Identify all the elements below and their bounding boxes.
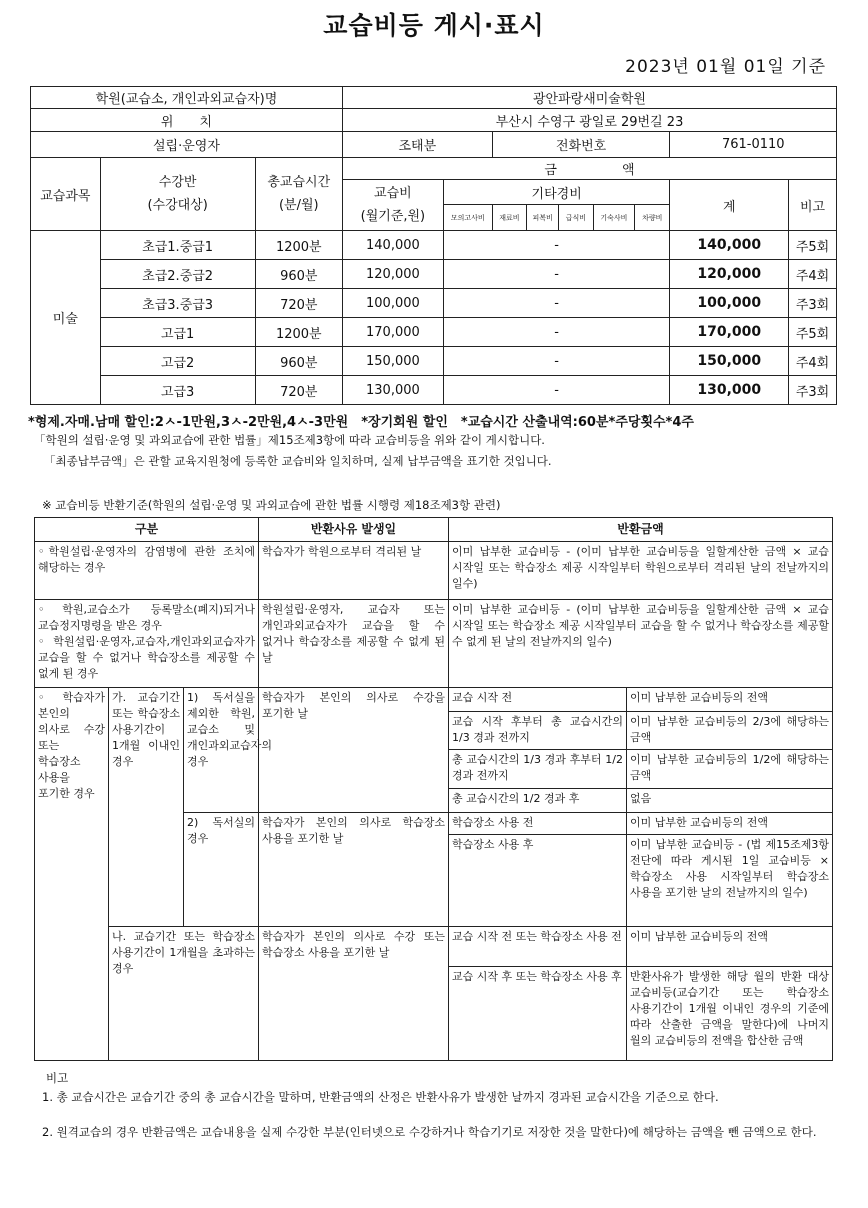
course-header: 수강반 (수강대상)	[100, 158, 255, 231]
phone-label: 전화번호	[492, 132, 670, 158]
total-cell: 130,000	[670, 376, 789, 405]
table-row	[31, 260, 837, 289]
refund-amount: 이미 납부한 교습비등의 전액	[627, 927, 833, 967]
total-cell: 150,000	[670, 347, 789, 376]
refund-when: 교습 시작 후 또는 학습장소 사용 후	[449, 967, 627, 1061]
other-item: 모의고사비	[443, 205, 492, 231]
other-cell: -	[443, 289, 670, 318]
refund-category: ◦학원,교습소가 등록말소(폐지)되거나 교습정지명령을 받은 경우 ◦학원설립·운영자,교습자,개인과외교습자가 교습을 할 수 없거나 학습장소를 제공할 수 없게 된 경우	[35, 600, 259, 688]
refund-when: 학습장소 사용 전	[449, 813, 627, 835]
course-cell: 고급2	[100, 347, 255, 376]
refund-reason: 학습자가 본인의 의사로 수강을 포기한 날	[259, 688, 449, 813]
remark-cell: 주4회	[789, 347, 837, 376]
refund-title: ※ 교습비등 반환기준(학원의 설립·운영 및 과외교습에 관한 법률 시행령 제18조제3항 관련)	[42, 498, 501, 512]
remark-item: 2. 원격교습의 경우 반환금액은 교습내용을 실제 수강한 부분(인터넷으로 수강하거나 학습기기로 저장한 것을 말한다)에 해당하는 금액을 뺀 금액으로 한다.	[42, 1125, 817, 1139]
total-cell: 170,000	[670, 318, 789, 347]
refund-amount: 이미 납부한 교습비등의 2/3에 해당하는 금액	[627, 712, 833, 750]
hours-cell: 720분	[255, 376, 342, 405]
refund-amount: 이미 납부한 교습비등의 1/2에 해당하는 금액	[627, 750, 833, 789]
subject-header: 교습과목	[31, 158, 101, 231]
refund-when: 총 교습시간의 1/3 경과 후부터 1/2 경과 전까지	[449, 750, 627, 789]
table-row	[31, 318, 837, 347]
tuition-cell: 170,000	[342, 318, 443, 347]
phone-value: 761-0110	[670, 132, 837, 158]
page-title: 교습비등 게시·표시	[323, 11, 545, 40]
tuition-header: 교습비 (월기준,원)	[342, 180, 443, 231]
refund-when: 교습 시작 후부터 총 교습시간의 1/3 경과 전까지	[449, 712, 627, 750]
final-amount-note: 「최종납부금액」은 관할 교육지원청에 등록한 교습비와 일치하며, 실제 납부금액을 표기한 것입니다.	[44, 454, 552, 468]
other-item: 재료비	[492, 205, 526, 231]
refund-subcategory: 가. 교습기간 또는 학습장소 사용기간이 1개월 이내인 경우	[109, 688, 184, 927]
other-cell: -	[443, 318, 670, 347]
refund-reason-header: 반환사유 발생일	[259, 518, 449, 542]
refund-subcategory: 1) 독서실을 제외한 학원, 교습소 및 개인과외교습자의 경우	[184, 688, 259, 813]
other-item: 급식비	[559, 205, 593, 231]
refund-reason: 학습자가 본인의 의사로 수강 또는 학습장소 사용을 포기한 날	[259, 927, 449, 1061]
refund-amount: 이미 납부한 교습비등의 전액	[627, 813, 833, 835]
tuition-cell: 130,000	[342, 376, 443, 405]
tuition-cell: 140,000	[342, 231, 443, 260]
table-row	[31, 231, 837, 260]
academy-label: 학원(교습소, 개인과외교습자)명	[31, 87, 343, 109]
table-row	[31, 376, 837, 405]
refund-amount: 반환사유가 발생한 해당 월의 반환 대상 교습비등(교습기간 또는 학습장소 사용기간이 1개월 이내인 경우의 기준에 따라 산출한 금액을 말한다)에 나머지 월의 교습비등의 전액을 합산한 금액	[627, 967, 833, 1061]
refund-when: 학습장소 사용 후	[449, 835, 627, 927]
refund-category-header: 구분	[35, 518, 259, 542]
location-label: 위 치	[31, 109, 343, 132]
total-cell: 100,000	[670, 289, 789, 318]
refund-category: ◦학원설립·운영자의 감염병에 관한 조치에 해당하는 경우	[35, 542, 259, 600]
location-value: 부산시 수영구 광일로 29번길 23	[342, 109, 836, 132]
course-cell: 초급3.중급3	[100, 289, 255, 318]
remark-cell: 주3회	[789, 376, 837, 405]
other-expense-header: 기타경비	[443, 180, 670, 205]
refund-subcategory: 나. 교습기간 또는 학습장소 사용기간이 1개월을 초과하는 경우	[109, 927, 259, 1061]
hours-cell: 720분	[255, 289, 342, 318]
refund-amount: 이미 납부한 교습비등 - (이미 납부한 교습비등을 일할계산한 금액 × 교습 시작일 또는 학습장소 제공 시작일부터 교습을 할 수 없거나 학습장소를 제공할 수 없게 된 날의 전날까지의 일수)	[449, 600, 833, 688]
table-row	[31, 347, 837, 376]
remarks-title: 비고	[46, 1071, 69, 1085]
operator-value: 조태분	[342, 132, 492, 158]
refund-amount: 이미 납부한 교습비등 - (이미 납부한 교습비등을 일할계산한 금액 × 교습 시작일 또는 학습장소 제공 시작일부터 학원으로부터 격리된 날의 전날까지의 일수)	[449, 542, 833, 600]
other-cell: -	[443, 376, 670, 405]
remark-item: 1. 총 교습시간은 교습기간 중의 총 교습시간을 말하며, 반환금액의 산정은 반환사유가 발생한 날까지 경과된 교습시간을 기준으로 한다.	[42, 1090, 719, 1104]
hours-cell: 1200분	[255, 318, 342, 347]
other-cell: -	[443, 260, 670, 289]
discount-note: *형제.자매.남매 할인:2ㅅ-1만원,3ㅅ-2만원,4ㅅ-3만원 *장기회원 할인 *교습시간 산출내역:60분*주당횟수*4주	[28, 415, 694, 430]
remark-cell: 주3회	[789, 289, 837, 318]
subject-cell: 미술	[31, 231, 101, 405]
course-cell: 고급1	[100, 318, 255, 347]
hours-cell: 960분	[255, 347, 342, 376]
hours-cell: 1200분	[255, 231, 342, 260]
other-cell: -	[443, 231, 670, 260]
course-cell: 초급2.중급2	[100, 260, 255, 289]
remark-cell: 주5회	[789, 318, 837, 347]
amount-header: 금 액	[342, 158, 836, 180]
remark-header: 비고	[789, 180, 837, 231]
refund-when: 교습 시작 전 또는 학습장소 사용 전	[449, 927, 627, 967]
other-item: 기숙사비	[593, 205, 635, 231]
academy-value: 광안파랑새미술학원	[342, 87, 836, 109]
other-item: 차량비	[635, 205, 670, 231]
refund-when: 총 교습시간의 1/2 경과 후	[449, 789, 627, 813]
refund-when: 교습 시작 전	[449, 688, 627, 712]
tuition-cell: 150,000	[342, 347, 443, 376]
total-cell: 120,000	[670, 260, 789, 289]
other-cell: -	[443, 347, 670, 376]
total-header: 계	[670, 180, 789, 231]
remark-cell: 주5회	[789, 231, 837, 260]
tuition-cell: 120,000	[342, 260, 443, 289]
course-cell: 초급1.중급1	[100, 231, 255, 260]
refund-amount: 이미 납부한 교습비등 - (법 제15조제3항 전단에 따라 게시된 1일 교습비등 × 학습장소 사용 시작일부터 학습장소 사용을 포기한 날의 전날까지의 일수)	[627, 835, 833, 927]
refund-reason: 학원설립·운영자, 교습자 또는 개인과외교습자가 교습을 할 수 없거나 학습장소를 제공할 수 없게 된 날	[259, 600, 449, 688]
total-cell: 140,000	[670, 231, 789, 260]
refund-amount-header: 반환금액	[449, 518, 833, 542]
refund-reason: 학습자가 본인의 의사로 학습장소 사용을 포기한 날	[259, 813, 449, 927]
operator-label: 설립·운영자	[31, 132, 343, 158]
refund-amount: 이미 납부한 교습비등의 전액	[627, 688, 833, 712]
refund-reason: 학습자가 학원으로부터 격리된 날	[259, 542, 449, 600]
table-row	[31, 289, 837, 318]
other-item: 피복비	[527, 205, 559, 231]
hours-cell: 960분	[255, 260, 342, 289]
course-cell: 고급3	[100, 376, 255, 405]
refund-amount: 없음	[627, 789, 833, 813]
refund-subcategory: 2) 독서실의 경우	[184, 813, 259, 927]
refund-category: ◦학습자가 본인의 의사로 수강 또는 학습장소 사용을 포기한 경우	[35, 688, 109, 1061]
refund-table	[34, 517, 833, 1061]
law-note: 「학원의 설립·운영 및 과외교습에 관한 법률」제15조제3항에 따라 교습비등을 위와 같이 게시합니다.	[34, 433, 545, 447]
remark-cell: 주4회	[789, 260, 837, 289]
tuition-cell: 100,000	[342, 289, 443, 318]
hours-header: 총교습시간 (분/월)	[255, 158, 342, 231]
fee-table	[30, 86, 837, 405]
reference-date: 2023년 01월 01일 기준	[625, 57, 826, 77]
